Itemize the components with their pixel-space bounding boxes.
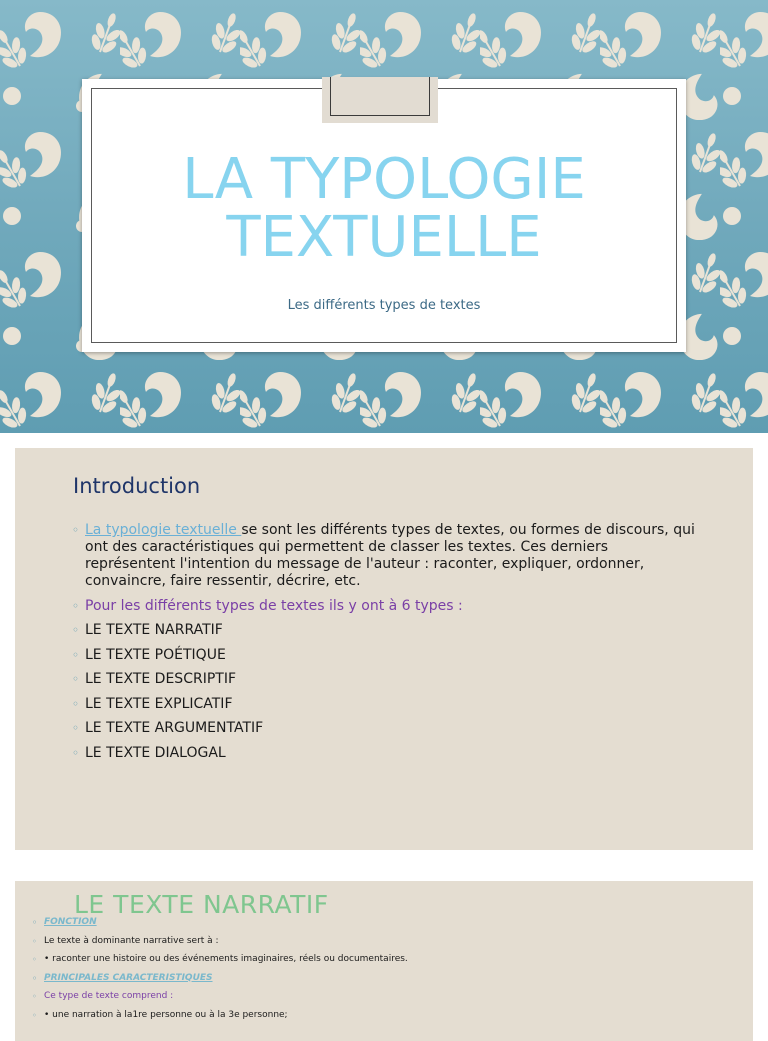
introduction-heading: Introduction <box>73 474 201 498</box>
typologie-link[interactable]: La typologie textuelle <box>85 522 242 538</box>
list-item: ◦ LE TEXTE DIALOGAL <box>72 744 226 761</box>
circle-bullet-icon: ◦ <box>72 598 80 613</box>
list-item: ◦ LE TEXTE POÉTIQUE <box>72 646 226 663</box>
list-item: ◦ LE TEXTE NARRATIF <box>72 622 223 638</box>
texte-narratif-slide <box>15 881 753 1041</box>
circle-bullet-icon: ◦ <box>32 1010 37 1020</box>
list-item: ◦ Le texte à dominante narrative sert à : <box>32 935 219 946</box>
texte-narratif-list <box>32 917 408 1028</box>
list-item: ◦ Ce type de texte comprend : <box>32 991 174 1001</box>
texte-narratif-heading: LE TEXTE NARRATIF <box>74 890 329 919</box>
list-item: ◦ • une narration à la1re personne ou à la 3e personne; <box>32 1009 288 1020</box>
subtitle: Les différents types de textes <box>287 298 481 313</box>
list-item: ◦ LE TEXTE DESCRIPTIF <box>72 671 237 687</box>
circle-bullet-icon: ◦ <box>72 623 80 637</box>
intro-text: se sont les différents types de textes, ou formes de discours, qui ont des caractéristiques qui permettent de classer les textes. Ces derniers représentent l'intention du message de l'auteur : raconter, expliquer, ordonner, convaincre, faire ressentir, décrire, etc. <box>85 522 695 589</box>
list-item <box>72 522 702 590</box>
list-item: ◦ LE TEXTE ARGUMENTATIF <box>72 720 264 736</box>
circle-bullet-icon: ◦ <box>72 721 80 735</box>
circle-bullet-icon: ◦ <box>32 955 37 964</box>
circle-bullet-icon: ◦ <box>72 672 80 686</box>
circle-bullet-icon: ◦ <box>32 936 37 946</box>
circle-bullet-icon: ◦ <box>32 992 37 1001</box>
title-card <box>82 79 686 352</box>
introduction-list <box>72 522 702 769</box>
circle-bullet-icon: ◦ <box>32 918 38 927</box>
list-item: ◦ FONCTION <box>32 917 97 927</box>
circle-bullet-icon: ◦ <box>72 647 80 662</box>
main-title-line2: TEXTUELLE <box>226 205 542 270</box>
circle-bullet-icon: ◦ <box>32 973 38 983</box>
list-item: ◦ PRINCIPALES CARACTERISTIQUES <box>32 972 213 983</box>
introduction-slide <box>15 448 753 850</box>
title-card-tab <box>322 77 438 123</box>
title-slide <box>0 0 768 433</box>
circle-bullet-icon: ◦ <box>72 696 80 711</box>
circle-bullet-icon: ◦ <box>72 523 80 537</box>
list-item: ◦ LE TEXTE EXPLICATIF <box>72 695 233 712</box>
main-title <box>82 147 686 270</box>
list-item: ◦ • raconter une histoire ou des événements imaginaires, réels ou documentaires. <box>32 954 408 964</box>
list-item: ◦ Pour les différents types de textes ils y ont à 6 types : <box>72 597 463 614</box>
main-title-line1: LA TYPOLOGIE <box>182 147 586 212</box>
circle-bullet-icon: ◦ <box>72 745 80 760</box>
